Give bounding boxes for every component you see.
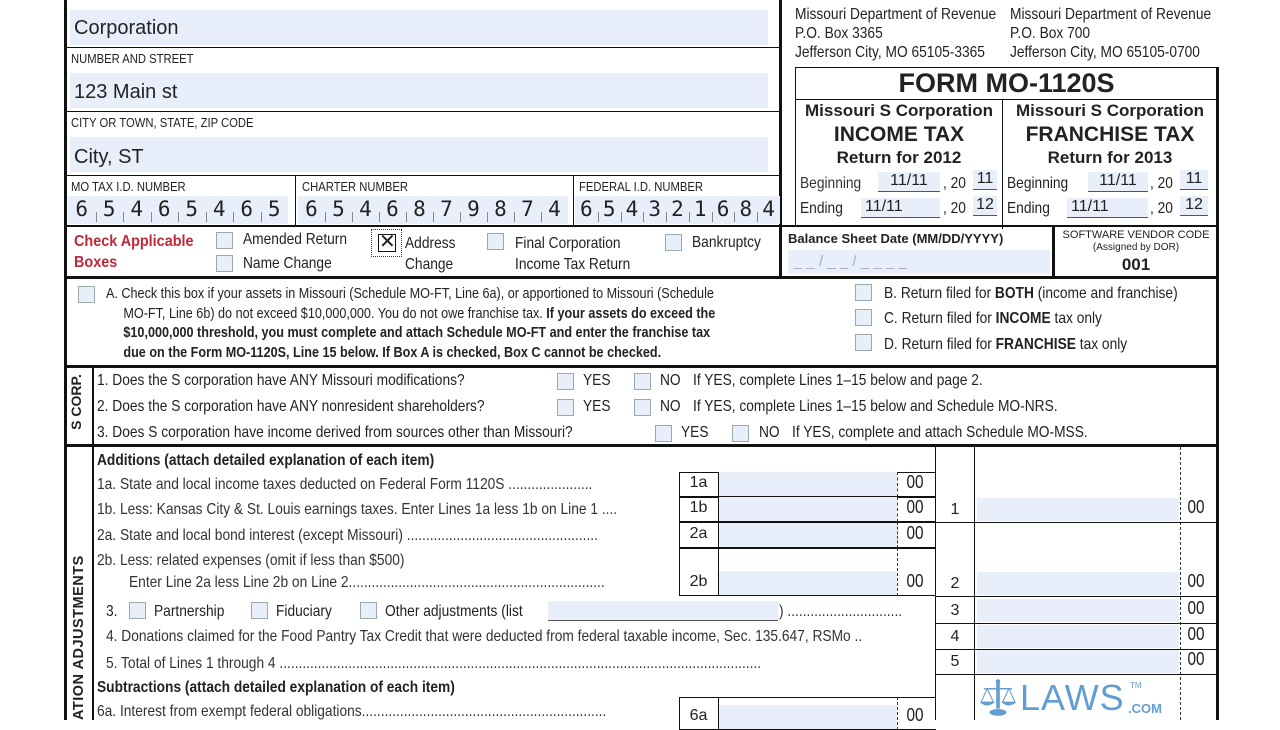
- no-label: NO: [759, 424, 780, 441]
- digit-separator: [325, 212, 326, 222]
- id-digit: 4: [762, 197, 775, 221]
- question-text: 2. Does the S corporation have ANY nonresident shareholders?: [97, 398, 485, 415]
- address-change-checkbox[interactable]: [371, 229, 402, 257]
- id-digit: 5: [185, 197, 199, 221]
- line-number: 2: [950, 575, 960, 592]
- yes-checkbox[interactable]: [655, 425, 672, 442]
- cents-value: 00: [1187, 571, 1205, 591]
- id-digit: 2: [671, 197, 684, 221]
- federal-id-label: FEDERAL I.D. NUMBER: [579, 180, 703, 194]
- line-number: 4: [950, 628, 960, 645]
- digit-separator: [151, 212, 152, 222]
- cents-value: 00: [1187, 624, 1205, 644]
- digit-separator: [433, 212, 434, 222]
- no-label: NO: [660, 372, 681, 389]
- box-c-label: C. Return filed for INCOME tax only: [884, 310, 1102, 327]
- line-label: 2a: [689, 525, 708, 542]
- id-digit: 6: [386, 197, 399, 221]
- refund-address: Missouri Department of Revenue P.O. Box 700 Jefferson City, MO 65105-0700: [1010, 6, 1212, 61]
- box-a-checkbox[interactable]: [78, 286, 95, 303]
- line-2b-text: 2b. Less: related expenses (omit if less than $500): [97, 552, 405, 569]
- line-1b-text: 1b. Less: Kansas City & St. Louis earnings taxes. Enter Lines 1a less 1b on Line 1 ....: [97, 501, 618, 518]
- divider: [935, 447, 936, 720]
- balance-due-address: Missouri Department of Revenue P.O. Box 3365 Jefferson City, MO 65105-3365: [795, 6, 997, 61]
- final-return-label: Final Corporation Income Tax Return: [515, 235, 631, 273]
- digit-separator: [643, 212, 644, 222]
- form-title: FORM MO-1120S: [898, 68, 1115, 98]
- century-label: , 20: [943, 200, 966, 217]
- amount-input[interactable]: [719, 472, 897, 496]
- watermark-suffix: .COM: [1128, 701, 1162, 716]
- bankruptcy-checkbox[interactable]: [665, 234, 682, 251]
- divider: [67, 47, 779, 48]
- cents-value: 00: [906, 497, 924, 517]
- s-corp-section-label: S CORP.: [68, 374, 84, 430]
- cents-value: 00: [906, 705, 924, 725]
- id-digit: 1: [693, 197, 707, 221]
- id-digit: 4: [625, 197, 639, 221]
- line-number: 3: [950, 602, 960, 619]
- checkmark-x-icon: ✕: [379, 231, 396, 253]
- divider: [295, 175, 296, 226]
- balance-sheet-label: Balance Sheet Date (MM/DD/YYYY): [788, 231, 1004, 246]
- digit-separator: [541, 212, 542, 222]
- id-digit: 8: [413, 197, 426, 221]
- id-digit: 7: [440, 197, 453, 221]
- box-a-text: A. Check this box if your assets in Missouri (Schedule MO-FT, Line 6a), or apportioned to Missouri (Schedule MO-FT, Line 6b) do not exceed $10,000,000. You do not owe franchise tax. If your assets do exceed the $10,000,000 threshold, you must complete and attach Schedule MO-FT and enter the franchise tax due on the Form MO-1120S, Line 15 below. If Box A is checked, Box C cannot be checked.: [106, 286, 716, 361]
- cents-value: 00: [906, 472, 924, 492]
- scales-of-justice-icon: [980, 677, 1016, 719]
- line-2a-text: 2a. State and local bond interest (except Missouri) ..................................................: [97, 527, 598, 544]
- final-return-checkbox[interactable]: [487, 233, 504, 250]
- id-digit: 4: [359, 197, 372, 221]
- cents-value: 00: [906, 523, 924, 543]
- digit-separator: [379, 212, 380, 222]
- watermark-text: LAWS: [1020, 677, 1125, 718]
- id-digit: 7: [521, 197, 534, 221]
- partnership-checkbox[interactable]: [129, 602, 146, 619]
- no-checkbox[interactable]: [732, 425, 749, 442]
- id-digit: 8: [494, 197, 507, 221]
- box-b-checkbox[interactable]: [855, 284, 872, 301]
- line-number: 1: [950, 501, 960, 518]
- century-label: , 20: [1150, 175, 1173, 192]
- id-digit: 9: [467, 197, 480, 221]
- cents-value: 00: [1187, 598, 1205, 618]
- street-field[interactable]: [70, 73, 768, 108]
- digit-separator: [514, 212, 515, 222]
- street-value: 123 Main st: [74, 81, 178, 103]
- no-label: NO: [660, 398, 681, 415]
- other-adjustments-checkbox[interactable]: [360, 602, 377, 619]
- box-b-label: B. Return filed for BOTH (income and franchise): [884, 285, 1178, 302]
- amended-return-checkbox[interactable]: [216, 232, 233, 249]
- franchise-end-year-field[interactable]: 12: [1180, 196, 1208, 216]
- income-begin-field[interactable]: 11/11: [878, 172, 940, 192]
- amount-input[interactable]: [719, 523, 897, 547]
- id-digit: 6: [580, 197, 593, 221]
- total-input[interactable]: [977, 650, 1179, 673]
- federal-id-field[interactable]: [575, 196, 780, 224]
- digit-separator: [261, 212, 262, 222]
- digit-separator: [734, 212, 735, 222]
- id-digit: 4: [130, 197, 144, 221]
- digit-separator: [460, 212, 461, 222]
- digit-separator: [621, 212, 622, 222]
- city-value: City, ST: [74, 146, 144, 168]
- cents-divider: [897, 472, 898, 497]
- line-4-text: 4. Donations claimed for the Food Pantry Tax Credit that were deducted from federal taxable income, Sec. 135.647, RSMo ..: [106, 628, 863, 645]
- line-5-text: 5. Total of Lines 1 through 4 ..............................................................................................................................: [106, 655, 762, 672]
- id-digit: 8: [739, 197, 753, 221]
- franchise-end-label: Ending: [1007, 200, 1050, 217]
- line-2b-instruction: Enter Line 2a less Line 2b on Line 2...................................................................: [129, 574, 605, 591]
- question-note: If YES, complete and attach Schedule MO-MSS.: [792, 424, 1088, 441]
- question-text: 1. Does the S corporation have ANY Missouri modifications?: [97, 372, 465, 389]
- subtractions-heading: Subtractions (attach detailed explanation of each item): [97, 679, 455, 696]
- line-3-dots: ) ..............................: [779, 603, 903, 620]
- franchise-begin-field[interactable]: 11/11: [1088, 172, 1148, 192]
- balance-sheet-date-field[interactable]: _ _ / _ _ / _ _ _ _: [788, 250, 1050, 274]
- yes-checkbox[interactable]: [557, 399, 574, 416]
- cents-divider: [1180, 447, 1181, 720]
- question-text: 3. Does S corporation have income derived from sources other than Missouri?: [97, 424, 573, 441]
- divider: [67, 444, 1218, 447]
- divider: [67, 175, 779, 176]
- street-label: NUMBER AND STREET: [71, 52, 194, 66]
- divider: [935, 522, 1217, 523]
- box-d-checkbox[interactable]: [855, 334, 872, 351]
- digit-separator: [233, 212, 234, 222]
- line-6a-text: 6a. Interest from exempt federal obligations................................................................: [97, 703, 607, 720]
- franchise-begin-label: Beginning: [1007, 175, 1069, 192]
- id-digit: 5: [602, 197, 616, 221]
- id-digit: 4: [548, 197, 561, 221]
- total-input[interactable]: [977, 625, 1179, 648]
- digit-separator: [206, 212, 207, 222]
- no-checkbox[interactable]: [634, 399, 651, 416]
- digit-separator: [712, 212, 713, 222]
- name-change-checkbox[interactable]: [216, 255, 233, 272]
- id-digit: 6: [305, 197, 318, 221]
- yes-label: YES: [681, 424, 709, 441]
- income-begin-label: Beginning: [800, 175, 862, 192]
- check-applicable-label: Check Applicable Boxes: [74, 233, 194, 271]
- digit-separator: [598, 212, 599, 222]
- other-adjustments-field[interactable]: [548, 601, 778, 621]
- id-digit: 6: [75, 197, 89, 221]
- cents-divider: [897, 497, 898, 522]
- cents-divider: [897, 697, 898, 730]
- watermark-tm: TM: [1130, 681, 1142, 690]
- digit-separator: [96, 212, 97, 222]
- id-digit: 5: [102, 197, 116, 221]
- fiduciary-label: Fiduciary: [276, 603, 332, 620]
- digit-separator: [123, 212, 124, 222]
- id-digit: 5: [267, 197, 281, 221]
- box-d-label: D. Return filed for FRANCHISE tax only: [884, 336, 1128, 353]
- id-digit: 6: [240, 197, 254, 221]
- yes-checkbox[interactable]: [557, 373, 574, 390]
- century-label: , 20: [1150, 200, 1173, 217]
- mo-tax-id-field[interactable]: [68, 196, 288, 224]
- amount-input[interactable]: [719, 571, 897, 595]
- divider: [92, 367, 94, 720]
- fiduciary-checkbox[interactable]: [251, 602, 268, 619]
- corporation-name-field[interactable]: [70, 10, 768, 45]
- franchise-end-field[interactable]: 11/11: [1067, 198, 1148, 218]
- divider: [573, 175, 574, 226]
- id-digit: 6: [716, 197, 730, 221]
- question-note: If YES, complete Lines 1–15 below and page 2.: [693, 372, 983, 389]
- income-end-label: Ending: [800, 200, 843, 217]
- divider: [67, 365, 1218, 368]
- divider: [67, 276, 1218, 279]
- corporation-name-value: Corporation: [74, 17, 179, 39]
- amended-return-label: Amended Return: [243, 231, 348, 248]
- income-end-field[interactable]: 11/11: [861, 198, 940, 218]
- line-1a-text: 1a. State and local income taxes deducted on Federal Form 1120S ......................: [97, 476, 593, 493]
- century-label: , 20: [943, 175, 966, 192]
- total-input[interactable]: [977, 498, 1179, 521]
- box-c-checkbox[interactable]: [855, 309, 872, 326]
- cents-divider: [897, 548, 898, 596]
- digit-separator: [406, 212, 407, 222]
- name-change-label: Name Change: [243, 255, 332, 272]
- yes-label: YES: [583, 398, 611, 415]
- yes-label: YES: [583, 372, 611, 389]
- divider: [935, 596, 1217, 597]
- id-digit: 5: [332, 197, 345, 221]
- amount-input[interactable]: [719, 497, 897, 521]
- id-digit: 6: [157, 197, 171, 221]
- digit-separator: [689, 212, 690, 222]
- line-3-number: 3.: [106, 603, 118, 620]
- divider: [67, 111, 779, 112]
- divider: [935, 623, 1217, 624]
- address-change-label: Address Change: [405, 235, 456, 273]
- line-label: 2b: [689, 573, 708, 590]
- digit-separator: [757, 212, 758, 222]
- additions-heading: Additions (attach detailed explanation of each item): [97, 452, 435, 469]
- cents-value: 00: [1187, 497, 1205, 517]
- divider: [935, 674, 1217, 675]
- divider: [779, 0, 782, 277]
- id-digit: 4: [212, 197, 226, 221]
- divider: [974, 447, 975, 720]
- mo-tax-id-label: MO TAX I.D. NUMBER: [71, 180, 186, 194]
- cents-value: 00: [1187, 649, 1205, 669]
- digit-separator: [352, 212, 353, 222]
- amount-input[interactable]: [719, 705, 897, 729]
- other-adjustments-label: Other adjustments (list: [385, 603, 523, 620]
- income-tax-header: Missouri S Corporation INCOME TAX Return for 2012: [805, 101, 993, 167]
- total-input[interactable]: [977, 572, 1179, 595]
- bankruptcy-label: Bankruptcy: [692, 234, 761, 251]
- digit-separator: [178, 212, 179, 222]
- income-end-year-field[interactable]: 12: [973, 196, 997, 216]
- line-label: 1b: [689, 499, 708, 516]
- digit-separator: [487, 212, 488, 222]
- city-label: CITY OR TOWN, STATE, ZIP CODE: [71, 116, 254, 130]
- question-note: If YES, complete Lines 1–15 below and Schedule MO-NRS.: [693, 398, 1058, 415]
- software-vendor-code: SOFTWARE VENDOR CODE (Assigned by DOR) 001: [1062, 229, 1210, 274]
- line-label: 6a: [689, 707, 708, 724]
- charter-number-field[interactable]: [298, 196, 568, 224]
- line-number: 5: [950, 653, 960, 670]
- no-checkbox[interactable]: [634, 373, 651, 390]
- total-input[interactable]: [977, 599, 1179, 622]
- charter-number-label: CHARTER NUMBER: [302, 180, 409, 194]
- franchise-begin-year-field[interactable]: 11: [1180, 170, 1208, 190]
- partnership-label: Partnership: [154, 603, 225, 620]
- adjustments-section-label: ATION ADJUSTMENTS: [71, 555, 87, 720]
- laws-com-watermark: [980, 677, 1176, 719]
- city-field[interactable]: [70, 137, 768, 172]
- franchise-tax-header: Missouri S Corporation FRANCHISE TAX Return for 2013: [1016, 101, 1204, 167]
- cents-divider: [897, 522, 898, 548]
- cents-value: 00: [906, 571, 924, 591]
- id-digit: 3: [648, 197, 662, 221]
- line-label: 1a: [689, 474, 708, 491]
- income-begin-year-field[interactable]: 11: [973, 170, 997, 190]
- digit-separator: [666, 212, 667, 222]
